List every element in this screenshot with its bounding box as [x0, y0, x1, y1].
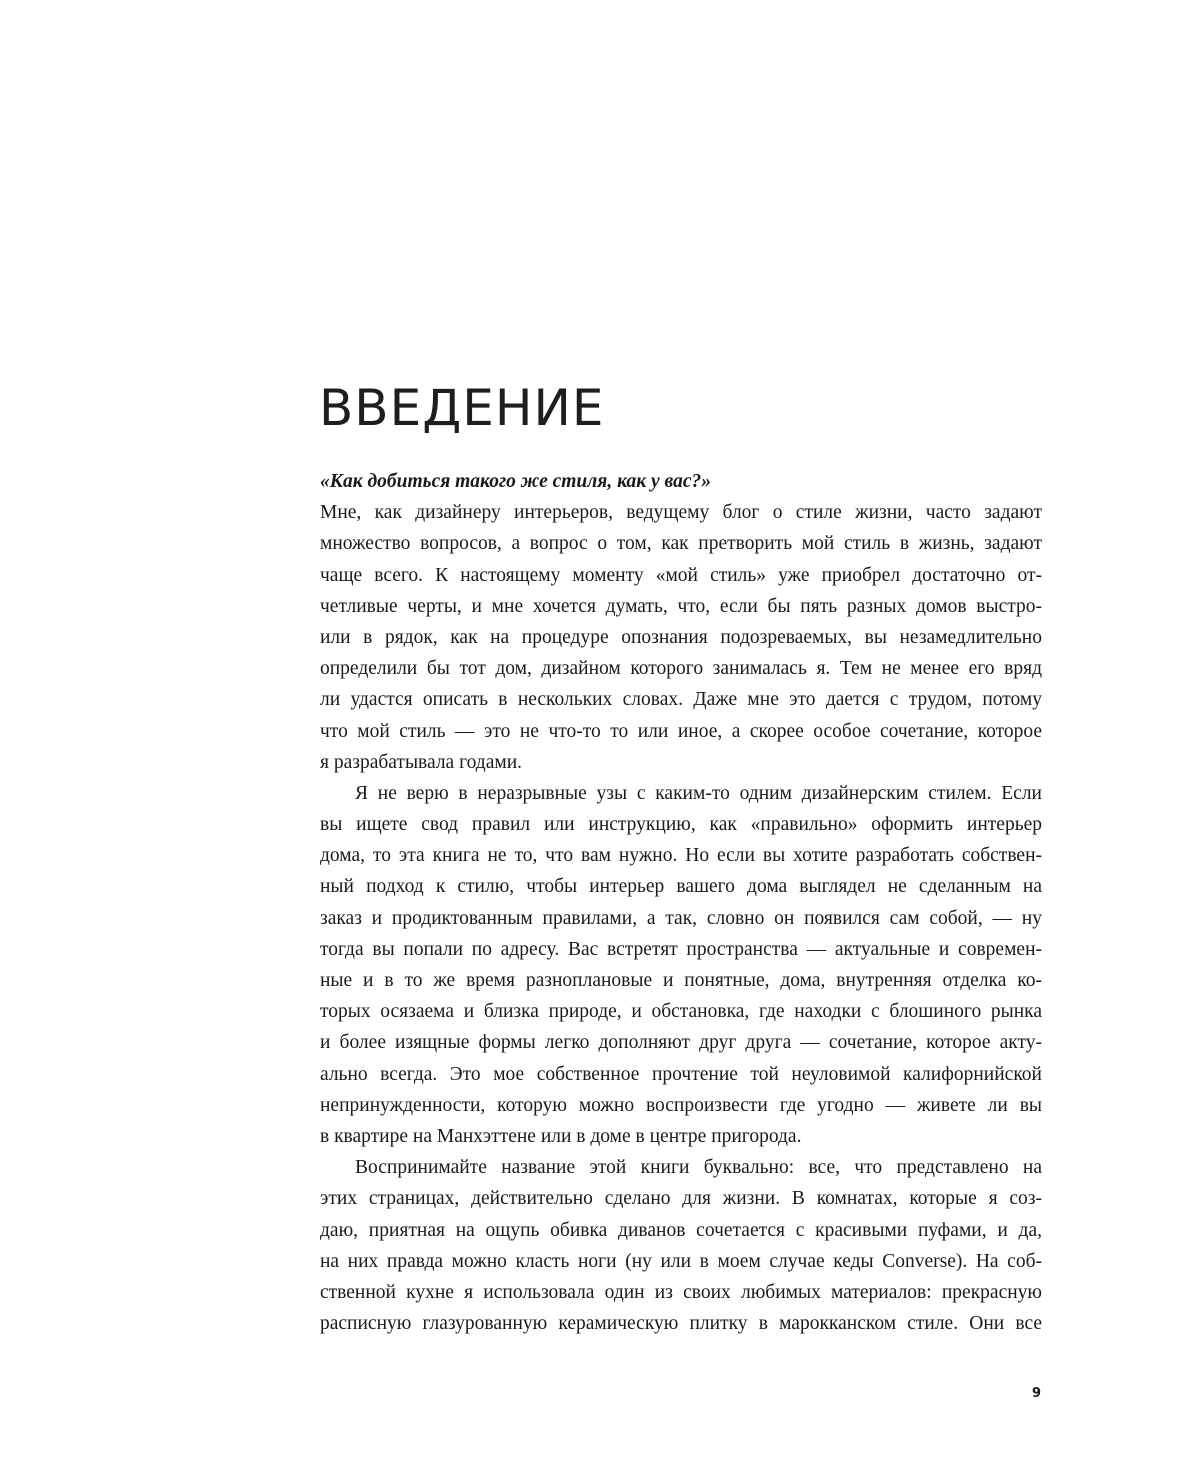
paragraph-3	[320, 1152, 1042, 1339]
text-line: ный подход к стилю, чтобы интерьер вашего дома выглядел не сделанным на	[320, 876, 1042, 898]
text-line: множество вопросов, а вопрос о том, как претворить мой стиль в жизнь, задают	[320, 533, 1042, 555]
text-line: четливые черты, и мне хочется думать, что, если бы пять разных домов выстро-	[320, 595, 1042, 617]
text-line: дома, то эта книга не то, что вам нужно. Но если вы хотите разработать собствен-	[320, 845, 1042, 867]
page-number: 9	[1031, 1386, 1041, 1401]
text-line: заказ и продиктованным правилами, а так, словно он появился сам собой, — ну	[320, 907, 1042, 929]
text-line: ли удастся описать в нескольких словах. Даже мне это дается с трудом, потому	[320, 689, 1042, 711]
text-line: ально всегда. Это мое собственное прочтение той неуловимой калифорнийской	[320, 1063, 1042, 1085]
chapter-title: ВВЕДЕНИЕ	[319, 379, 605, 437]
text-line: я разрабатывала годами.	[320, 751, 523, 773]
text-line: Я не верю в неразрывные узы с каким-то одним дизайнерским стилем. Если	[355, 782, 1042, 804]
text-line: даю, приятная на ощупь обивка диванов сочетается с красивыми пуфами, и да,	[320, 1219, 1042, 1241]
text-line: чаще всего. К настоящему моменту «мой стиль» уже приобрел достаточно от-	[320, 564, 1042, 586]
body-text	[320, 466, 1042, 1339]
text-line: Мне, как дизайнеру интерьеров, ведущему блог о стиле жизни, часто задают	[320, 502, 1042, 524]
paragraph-2	[320, 778, 1042, 1152]
text-line: торых осязаема и близка природе, и обстановка, где находки с блошиного рынка	[320, 1001, 1042, 1023]
text-line: вы ищете свод правил или инструкцию, как «правильно» оформить интерьер	[320, 814, 1042, 836]
text-line: этих страницах, действительно сделано для жизни. В комнатах, которые я соз-	[320, 1188, 1042, 1210]
text-line: тогда вы попали по адресу. Вас встретят пространства — актуальные и современ-	[320, 938, 1042, 960]
text-line: расписную глазурованную керамическую плитку в марокканском стиле. Они все	[320, 1313, 1042, 1335]
text-line: или в рядок, как на процедуре опознания подозреваемых, вы незамедлительно	[320, 626, 1042, 648]
paragraph-1	[320, 497, 1042, 778]
text-line: Воспринимайте название этой книги буквально: все, что представлено на	[355, 1157, 1042, 1179]
text-line: определили бы тот дом, дизайном которого занималась я. Тем не менее его вряд	[320, 658, 1042, 680]
text-line: непринужденности, которую можно воспроизвести где угодно — живете ли вы	[320, 1094, 1042, 1116]
text-line: в квартире на Манхэттене или в доме в центре пригорода.	[320, 1125, 802, 1147]
epigraph: «Как добиться такого же стиля, как у вас?»	[320, 471, 711, 492]
text-line: что мой стиль — это не что-то то или иное, а скорее особое сочетание, которое	[320, 720, 1042, 742]
text-line: и более изящные формы легко дополняют друг друга — сочетание, которое акту-	[320, 1032, 1042, 1054]
text-line: на них правда можно класть ноги (ну или в моем случае кеды Converse). На соб-	[320, 1250, 1042, 1272]
text-line: ные и в то же время разноплановые и понятные, дома, внутренняя отделка ко-	[320, 970, 1042, 992]
text-line: ственной кухне я использовала один из своих любимых материалов: прекрасную	[320, 1281, 1042, 1303]
